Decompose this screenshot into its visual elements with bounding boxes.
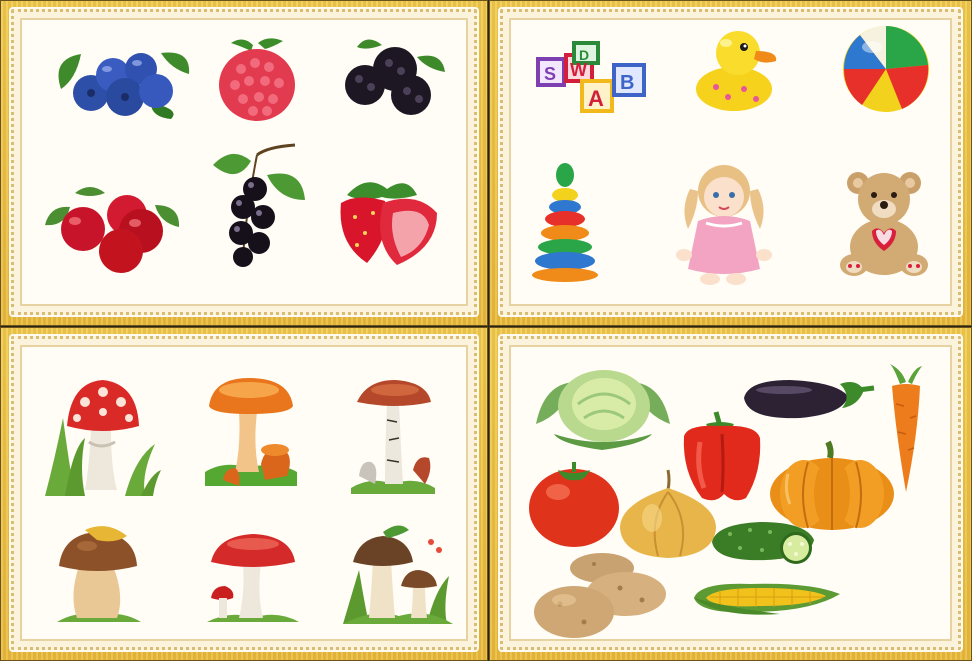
cranberry-icon <box>45 185 180 275</box>
potato-icon <box>534 552 668 642</box>
doll-icon <box>676 159 772 285</box>
cabbage-icon <box>534 364 672 450</box>
cucumber-icon <box>710 520 822 566</box>
block-letter-b: B <box>620 72 635 94</box>
birch-bolete-icon <box>351 380 435 496</box>
ring-stacker-icon <box>530 163 600 283</box>
rubber-duck-icon <box>694 27 780 113</box>
blackcurrant-icon <box>207 145 307 273</box>
block-letter-d: D <box>579 47 590 63</box>
russula-icon <box>207 534 299 626</box>
strawberry-icon <box>337 173 439 267</box>
block-letter-s: S <box>544 64 557 84</box>
berries-card <box>0 0 488 326</box>
fly-agaric-icon <box>45 378 161 496</box>
letter-blocks-icon <box>534 41 650 117</box>
mushrooms-card <box>0 327 488 661</box>
mushroom-cluster-icon <box>343 520 453 628</box>
toys-grid <box>490 1 971 325</box>
blueberry-icon <box>51 39 191 121</box>
berries-grid <box>1 1 487 325</box>
tomato-icon <box>528 460 620 548</box>
blackberry-icon <box>337 37 447 119</box>
mushrooms-grid <box>1 328 487 660</box>
porcini-icon <box>57 526 141 624</box>
toys-card <box>489 0 972 326</box>
teddy-bear-icon <box>838 169 930 277</box>
raspberry-icon <box>213 35 303 125</box>
block-letter-a: A <box>588 86 604 111</box>
pumpkin-icon <box>768 440 898 532</box>
corn-icon <box>690 578 848 618</box>
orange-mushroom-icon <box>205 376 297 494</box>
vegetables-card <box>489 327 972 661</box>
beach-ball-icon <box>842 25 930 113</box>
vegetables-grid <box>490 328 971 660</box>
block-letter-w: W <box>570 60 587 80</box>
onion-icon <box>618 470 718 560</box>
